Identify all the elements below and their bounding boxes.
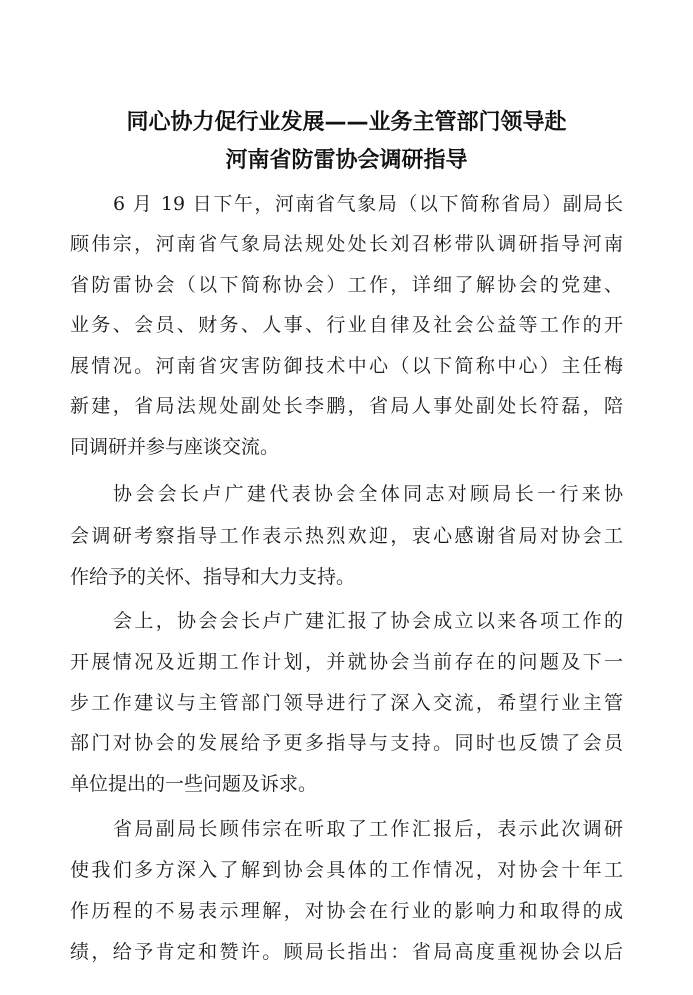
- paragraph-line: 会上，协会会长卢广建汇报了协会成立以来各项工作的: [113, 610, 623, 632]
- paragraph-line: 作历程的不易表示理解，对协会在行业的影响力和取得的成: [70, 900, 623, 922]
- paragraph-line: 同调研并参与座谈交流。: [70, 436, 280, 458]
- paragraph-line: 省局副局长顾伟宗在听取了工作汇报后，表示此次调研: [113, 818, 623, 840]
- paragraph-line: 协会会长卢广建代表协会全体同志对顾局长一行来协: [113, 483, 623, 505]
- paragraph-line: 顾伟宗，河南省气象局法规处处长刘召彬带队调研指导河南: [70, 233, 623, 255]
- paragraph-line: 省防雷协会（以下简称协会）工作，详细了解协会的党建、: [70, 274, 623, 296]
- paragraph-line: 绩，给予肯定和赞许。顾局长指出：省局高度重视协会以后: [70, 941, 623, 963]
- paragraph-line: 新建，省局法规处副处长李鹏，省局人事处副处长符磊，陪: [70, 395, 623, 417]
- paragraph-line: 开展情况及近期工作计划，并就协会当前存在的问题及下一: [70, 651, 623, 673]
- paragraph-line: 作给予的关怀、指导和大力支持。: [70, 566, 356, 588]
- paragraph-line: 展情况。河南省灾害防御技术中心（以下简称中心）主任梅: [70, 355, 623, 377]
- paragraph-line: 单位提出的一些问题及诉求。: [70, 773, 318, 795]
- paragraph-line: 会调研考察指导工作表示热烈欢迎，衷心感谢省局对协会工: [70, 525, 623, 547]
- paragraph-line: 使我们多方深入了解到协会具体的工作情况，对协会十年工: [70, 859, 623, 881]
- title-line-1: 同心协力促行业发展——业务主管部门领导赴: [126, 110, 567, 135]
- paragraph-line: 部门对协会的发展给予更多指导与支持。同时也反馈了会员: [70, 732, 623, 754]
- paragraph-line: 6 月 19 日下午，河南省气象局（以下简称省局）副局长: [113, 193, 623, 215]
- title-line-2: 河南省防雷协会调研指导: [225, 148, 468, 173]
- paragraph-line: 业务、会员、财务、人事、行业自律及社会公益等工作的开: [70, 314, 623, 336]
- paragraph-line: 步工作建议与主管部门领导进行了深入交流，希望行业主管: [70, 692, 623, 714]
